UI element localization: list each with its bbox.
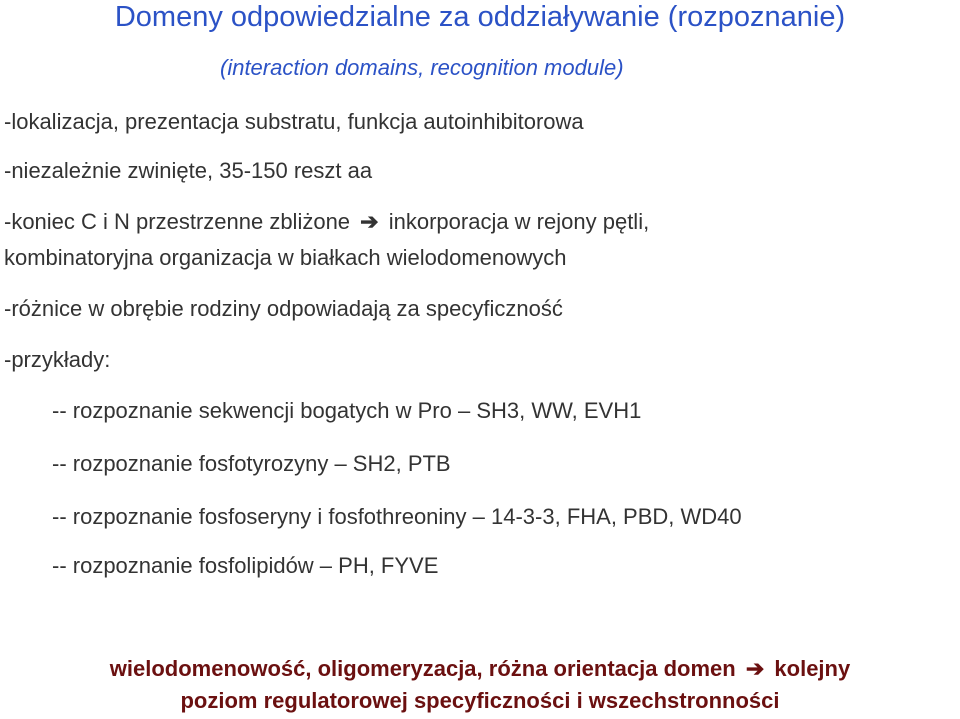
example-item-proline: -- rozpoznanie sekwencji bogatych w Pro – SH3, WW, EVH1 bbox=[52, 398, 642, 423]
bullet-termini-text: -koniec C i N przestrzenne zbliżone bbox=[4, 209, 351, 234]
bullet-examples-heading: -przykłady: bbox=[4, 347, 111, 372]
bullet-differences: -różnice w obrębie rodziny odpowiadają za specyficzność bbox=[4, 296, 563, 321]
example-item-phosphoserine: -- rozpoznanie fosfoseryny i fosfothreoniny – 14-3-3, FHA, PBD, WD40 bbox=[52, 504, 742, 529]
bullet-termini-continued: kombinatoryjna organizacja w białkach wielodomenowych bbox=[4, 245, 567, 270]
bullet-localization: -lokalizacja, prezentacja substratu, funkcja autoinhibitorowa bbox=[4, 109, 584, 134]
bullet-termini bbox=[4, 208, 649, 236]
right-arrow-icon: ➔ bbox=[745, 656, 765, 681]
example-item-phosphotyrosine: -- rozpoznanie fosfotyrozyny – SH2, PTB bbox=[52, 451, 451, 476]
example-item-phospholipids: -- rozpoznanie fosfolipidów – PH, FYVE bbox=[52, 553, 439, 578]
footer-line-1-end: kolejny bbox=[774, 656, 851, 681]
slide-title: Domeny odpowiedzialne za oddziaływanie (rozpoznanie) bbox=[114, 1, 846, 33]
bullet-termini-result: inkorporacja w rejony pętli, bbox=[388, 209, 650, 234]
footer-line-1-text: wielodomenowość, oligomeryzacja, różna orientacja domen bbox=[109, 656, 736, 681]
footer-line-2: poziom regulatorowej specyficzności i wszechstronności bbox=[180, 688, 780, 713]
bullet-folding: -niezależnie zwinięte, 35-150 reszt aa bbox=[4, 158, 373, 183]
right-arrow-icon: ➔ bbox=[360, 209, 379, 234]
slide-subtitle: (interaction domains, recognition module) bbox=[220, 55, 624, 80]
footer-line-1 bbox=[0, 654, 960, 684]
